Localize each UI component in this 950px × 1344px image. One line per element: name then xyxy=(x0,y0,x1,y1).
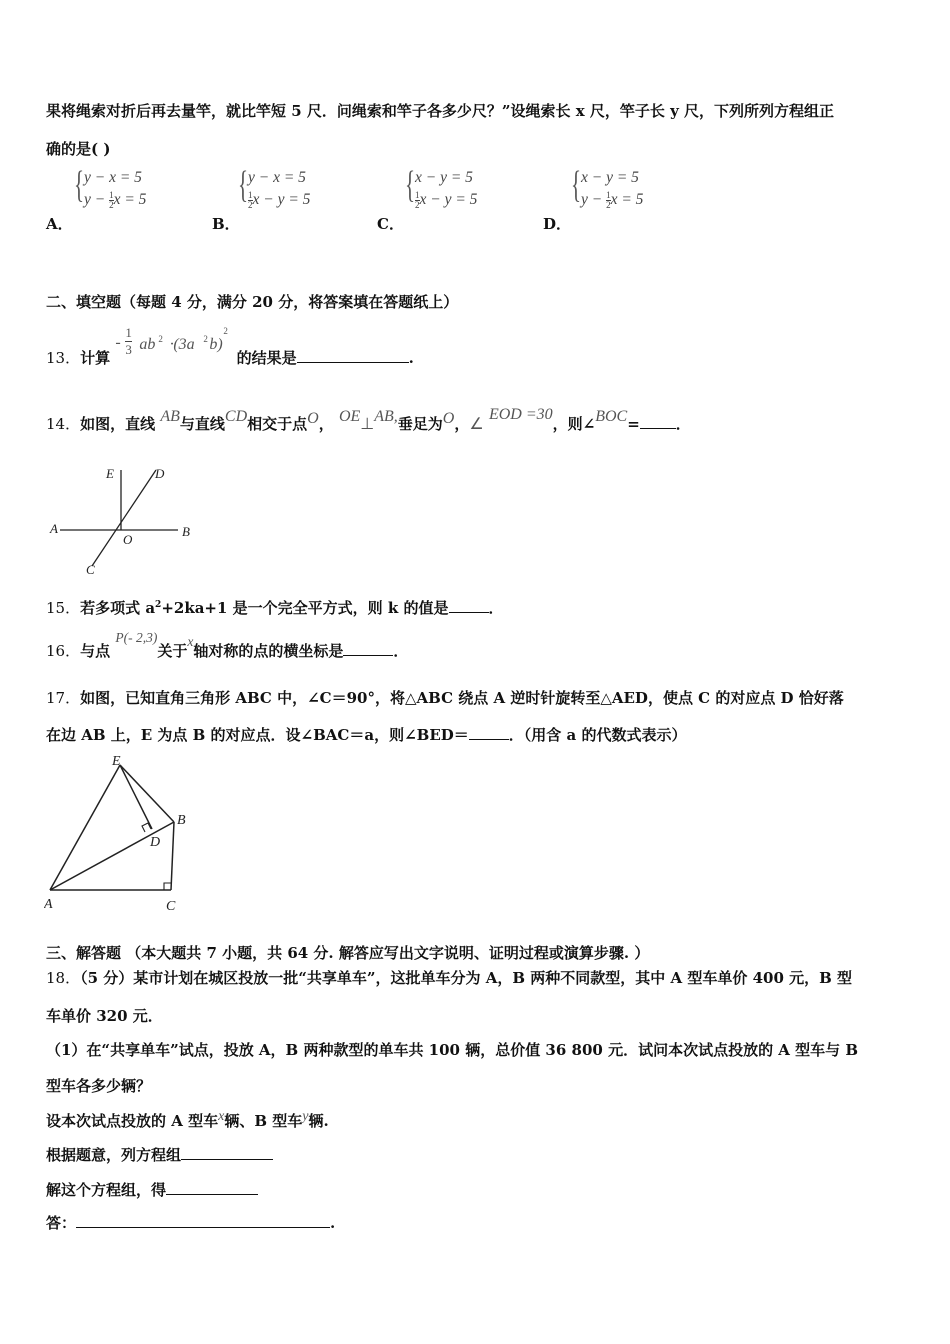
option-b-label: B． xyxy=(212,215,240,233)
label-e: E xyxy=(112,754,121,769)
label-d: D xyxy=(150,835,161,850)
figure-14 xyxy=(46,460,206,580)
question-17-line1: 17．如图，已知直角三角形 ABC 中，∠C＝90°，将△ABC 绕点 A 逆时针旋转至△AED，使点 C 的对应点 D 恰好落 xyxy=(46,689,844,707)
question-17-number: 17． xyxy=(46,689,81,707)
option-d-label: D． xyxy=(543,215,572,233)
label-o: O xyxy=(123,532,133,547)
question-18-line6: 根据题意，列方程组 xyxy=(46,1145,273,1165)
option-c-eq1: x − y = 5 xyxy=(415,169,473,186)
option-b-eq1: y − x = 5 xyxy=(248,169,306,186)
option-b-eq2: $\frac{1}{2}$ x − y = 5 xyxy=(248,190,311,210)
q12-line1: 果将绳索对折后再去量竿，就比竿短 5 尺．问绳索和竿子各多少尺？”设绳索长 x 尺，竿子长 y 尺，下列所列方程组正 xyxy=(46,102,835,120)
question-13-answer-blank[interactable] xyxy=(297,348,409,363)
figure-17 xyxy=(44,752,204,920)
question-17-answer-blank[interactable] xyxy=(469,725,509,740)
option-d-eq1: x − y = 5 xyxy=(581,169,639,186)
question-16-answer-blank[interactable] xyxy=(343,641,393,656)
question-18-line1: 18．（5 分）某市计划在城区投放一批“共享单车”，这批单车分为 A，B 两种不同款型，其中 A 型车单价 400 元，B 型 xyxy=(46,969,853,987)
question-18-line4: 型车各多少辆？ xyxy=(46,1077,152,1095)
question-18-line8: 答： . xyxy=(46,1214,336,1232)
option-c-eq2: $\frac{1}{2}$ x − y = 5 xyxy=(415,190,478,210)
q12-line2: 确的是( ) xyxy=(46,140,111,158)
option-b-system: { y − x = 5 $\frac{1}{2}$ x − y = 5 xyxy=(238,164,311,210)
question-14: 14．如图，直线 AB与直线CD相交于点O， OE⊥AB,垂足为O，∠ EOD =30，则∠BOC= ． xyxy=(46,406,691,433)
label-e: E xyxy=(106,466,114,481)
option-c-label: C． xyxy=(377,215,404,233)
label-c: C xyxy=(166,899,176,914)
question-16-number: 16． xyxy=(46,642,81,660)
option-a-label: A． xyxy=(46,215,73,233)
right-angle-c xyxy=(164,883,171,890)
label-b: B xyxy=(177,813,186,828)
question-18-line2: 车单价 320 元． xyxy=(46,1007,163,1025)
answer-blank[interactable] xyxy=(76,1213,330,1228)
label-d: D xyxy=(155,466,165,481)
side-bc xyxy=(171,822,174,890)
option-d-system: { x − y = 5 y − $\frac{1}{2}$ x = 5 xyxy=(571,164,644,210)
label-a: A xyxy=(44,897,53,912)
question-14-number: 14． xyxy=(46,415,81,433)
question-18-number: 18． xyxy=(46,969,81,987)
side-ed xyxy=(120,765,152,829)
label-c: C xyxy=(86,562,95,577)
question-15-answer-blank[interactable] xyxy=(449,598,489,613)
equation-system-blank[interactable] xyxy=(181,1145,273,1160)
question-18-line3: （1）在“共享单车”试点，投放 A，B 两种款型的单车共 100 辆，总价值 36 800 元．试问本次试点投放的 A 型车与 B xyxy=(46,1041,859,1059)
question-16: 16．与点 P(- 2,3)关于x轴对称的点的横坐标是 ． xyxy=(46,630,409,660)
section-2-title: 二、填空题（每题 4 分，满分 20 分，将答案填在答题纸上） xyxy=(46,293,459,311)
label-b: B xyxy=(182,524,190,539)
label-a: A xyxy=(50,521,58,536)
question-13-number: 13． xyxy=(46,349,81,367)
option-a-system: { y − x = 5 y − $\frac{1}{2}$ x = 5 xyxy=(74,164,147,210)
line-cd xyxy=(92,470,156,566)
question-15-number: 15． xyxy=(46,599,81,617)
option-c-system: { x − y = 5 $\frac{1}{2}$ x − y = 5 xyxy=(405,164,478,210)
section-3-title: 三、解答题 （本大题共 7 小题，共 64 分. 解答应写出文字说明、证明过程或演算步骤. ） xyxy=(46,944,650,962)
question-13: 13．计算 - $\frac{1}{3}$ ab 2 · (3a 2 b) 2 的结果是 . xyxy=(46,325,414,367)
option-a-eq1: y − x = 5 xyxy=(84,169,142,186)
question-14-answer-blank[interactable] xyxy=(640,414,676,429)
option-d-eq2: y − $\frac{1}{2}$ x = 5 xyxy=(581,190,644,210)
question-15: 15．若多项式 $a^2+2ka+1$ 是一个完全平方式，则 k 的值是 ． xyxy=(46,599,504,617)
side-eb xyxy=(120,765,174,822)
option-a-eq2: y − $\frac{1}{2}$ x = 5 xyxy=(84,190,147,210)
question-17-line2: 在边 AB 上，E 为点 B 的对应点．设∠BAC＝a，则∠BED＝ ．（用含 a 的代数式表示） xyxy=(46,726,687,744)
question-18-line5: 设本次试点投放的 A 型车x辆、B 型车y辆. xyxy=(46,1109,329,1130)
solution-blank[interactable] xyxy=(166,1180,258,1195)
question-18-line7: 解这个方程组，得 xyxy=(46,1180,258,1200)
question-13-expression: - $\frac{1}{3}$ ab 2 · (3a 2 b) 2 xyxy=(115,325,228,357)
